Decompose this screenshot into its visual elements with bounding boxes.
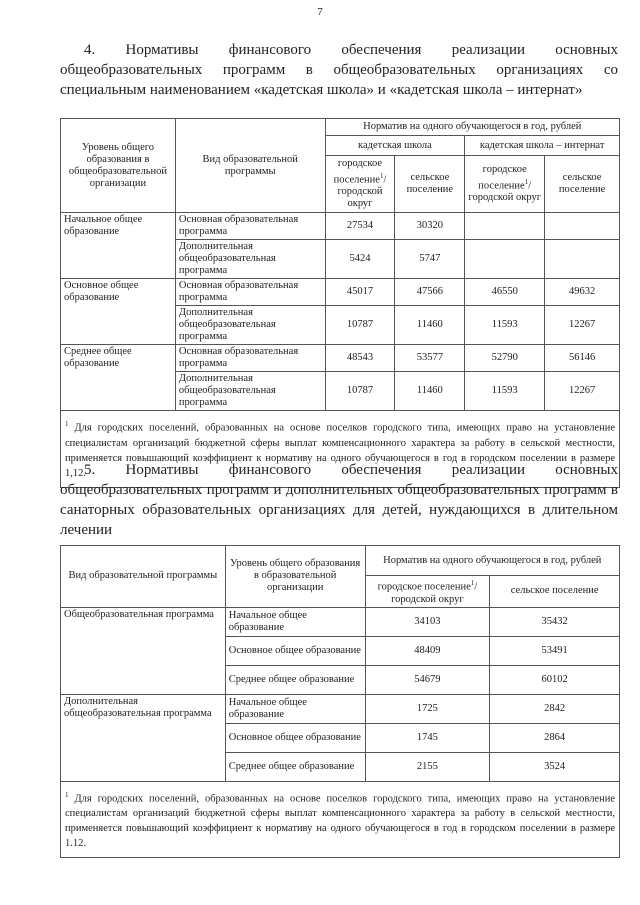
value-cell: 48543 <box>325 345 395 372</box>
header-urban: городское поселение$^1$/ городской округ <box>465 156 545 213</box>
value-cell: 1745 <box>365 723 490 752</box>
header-rural: сельское поселение <box>545 156 620 213</box>
header-norm: Норматив на одного обучающегося в год, рублей <box>365 546 619 576</box>
level-cell: Начальное общее образование <box>225 694 365 723</box>
value-cell: 35432 <box>490 607 620 636</box>
level-cell: Начальное общее образование <box>61 213 176 279</box>
value-cell: 1725 <box>365 694 490 723</box>
value-cell: 3524 <box>490 752 620 781</box>
value-cell: 2864 <box>490 723 620 752</box>
cadet-school-norms-table <box>60 118 620 488</box>
value-cell: 10787 <box>325 372 395 411</box>
level-cell: Основное общее образование <box>61 279 176 345</box>
value-cell <box>545 240 620 279</box>
page-number: 7 <box>317 6 323 18</box>
level-cell: Начальное общее образование <box>225 607 365 636</box>
table-row <box>61 607 620 636</box>
program-cell: Основная образовательная программа <box>175 345 325 372</box>
value-cell: 60102 <box>490 665 620 694</box>
value-cell: 53577 <box>395 345 465 372</box>
value-cell: 12267 <box>545 306 620 345</box>
value-cell: 27534 <box>325 213 395 240</box>
value-cell: 46550 <box>465 279 545 306</box>
value-cell: 54679 <box>365 665 490 694</box>
program-cell: Общеобразовательная программа <box>61 607 226 694</box>
section-4-heading: 4. Нормативы финансового обеспечения реализации основных общеобразовательных программ в общеобразовательных организациях со специальным наименованием «кадетская школа» и «кадетская школа – интернат» <box>60 42 618 98</box>
value-cell: 47566 <box>395 279 465 306</box>
value-cell: 11593 <box>465 372 545 411</box>
program-cell: Дополнительная общеобразовательная программа <box>61 694 226 781</box>
value-cell: 10787 <box>325 306 395 345</box>
value-cell: 34103 <box>365 607 490 636</box>
value-cell: 53491 <box>490 636 620 665</box>
header-level: Уровень общего образования в общеобразовательной организации <box>61 119 176 213</box>
table-row <box>61 279 620 306</box>
footnote: $^1$ Для городских поселений, образованных на основе поселков городского типа, имеющих право на установление специалистам организаций бюджетной сферы выплат компенсационного характера за работу в сельской местности, применяется повышающий коэффициент к нормативу на одного обучающегося в год в городском поселении в размере 1,12. <box>61 411 620 488</box>
header-level: Уровень общего образования в образовательной организации <box>225 546 365 608</box>
value-cell: 11593 <box>465 306 545 345</box>
value-cell: 2842 <box>490 694 620 723</box>
program-cell: Дополнительная общеобразовательная программа <box>175 306 325 345</box>
value-cell: 5747 <box>395 240 465 279</box>
level-cell: Основное общее образование <box>225 636 365 665</box>
footnote: $^1$ Для городских поселений, образованных на основе поселков городского типа, имеющих право на установление специалистам организаций бюджетной сферы выплат компенсационного характера за работу в сельской местности, применяется повышающий коэффициент к нормативу на одного обучающегося в год в городском поселении в размере 1.12. <box>61 781 620 858</box>
value-cell <box>545 213 620 240</box>
value-cell: 11460 <box>395 306 465 345</box>
program-cell: Дополнительная общеобразовательная программа <box>175 240 325 279</box>
header-cadet-boarding: кадетская школа – интернат <box>465 136 620 156</box>
header-program: Вид образовательной программы <box>61 546 226 608</box>
section-5-heading: 5. Нормативы финансового обеспечения реализации основных общеобразовательных программ и дополнительных общеобразовательных программ в санаторных образовательных организациях для детей, нуждающихся в длительном лечении <box>60 462 618 538</box>
value-cell <box>465 213 545 240</box>
header-rural: сельское поселение <box>490 576 620 608</box>
value-cell: 49632 <box>545 279 620 306</box>
level-cell: Основное общее образование <box>225 723 365 752</box>
value-cell: 45017 <box>325 279 395 306</box>
level-cell: Среднее общее образование <box>225 665 365 694</box>
sanatorium-norms-table <box>60 545 620 858</box>
header-urban: городское поселение$^1$/ городской округ <box>365 576 490 608</box>
header-norm: Норматив на одного обучающегося в год, рублей <box>325 119 619 136</box>
program-cell: Основная образовательная программа <box>175 279 325 306</box>
header-rural: сельское поселение <box>395 156 465 213</box>
value-cell: 11460 <box>395 372 465 411</box>
value-cell <box>465 240 545 279</box>
value-cell: 56146 <box>545 345 620 372</box>
header-urban: городское поселение$^1$/ городской округ <box>325 156 395 213</box>
value-cell: 52790 <box>465 345 545 372</box>
level-cell: Среднее общее образование <box>225 752 365 781</box>
value-cell: 5424 <box>325 240 395 279</box>
program-cell: Дополнительная общеобразовательная программа <box>175 372 325 411</box>
table-row <box>61 345 620 372</box>
value-cell: 2155 <box>365 752 490 781</box>
header-program: Вид образовательной программы <box>175 119 325 213</box>
table-row <box>61 213 620 240</box>
header-cadet-school: кадетская школа <box>325 136 465 156</box>
level-cell: Среднее общее образование <box>61 345 176 411</box>
value-cell: 48409 <box>365 636 490 665</box>
table-row <box>61 694 620 723</box>
value-cell: 12267 <box>545 372 620 411</box>
value-cell: 30320 <box>395 213 465 240</box>
program-cell: Основная образовательная программа <box>175 213 325 240</box>
